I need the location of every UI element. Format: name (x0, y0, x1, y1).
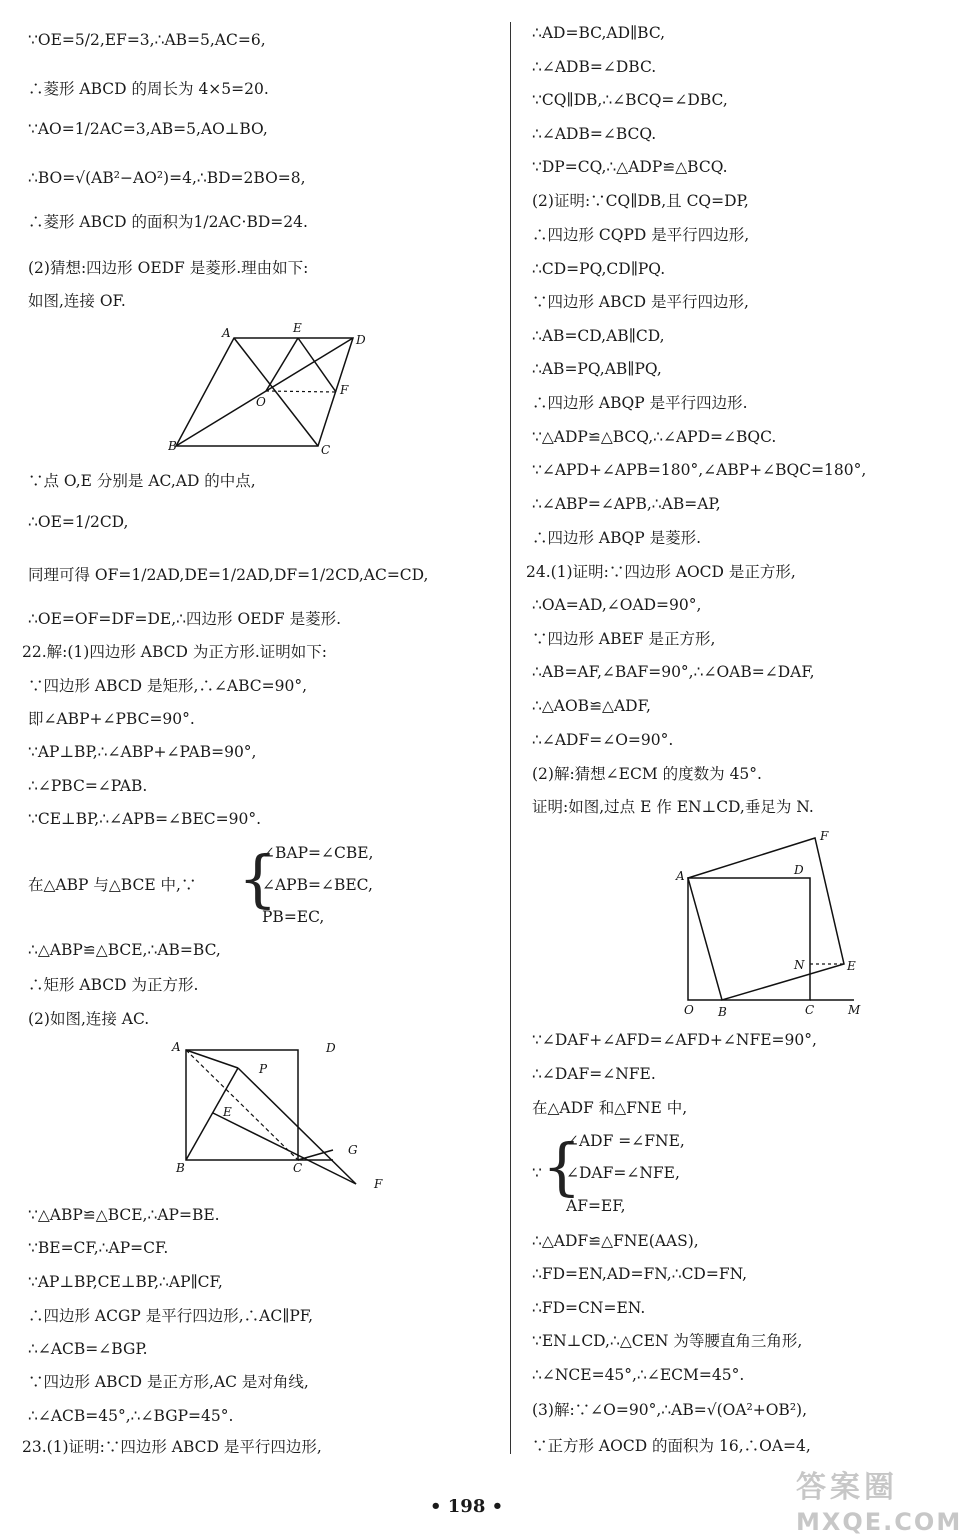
text-line: ∵DP=CQ,∴△ADP≌△BCQ. (532, 158, 728, 176)
text-line: ∴FD=EN,AD=FN,∴CD=FN, (532, 1265, 748, 1283)
text-line: ∴FD=CN=EN. (532, 1299, 646, 1317)
text-line: 24.(1)证明:∵四边形 AOCD 是正方形, (526, 563, 796, 581)
page-number: • 198 • (430, 1496, 504, 1517)
text-line: ∵∠DAF+∠AFD=∠AFD+∠NFE=90°, (532, 1031, 817, 1049)
text-line: (2)解:猜想∠ECM 的度数为 45°. (532, 765, 762, 783)
text-line: ∴BO=√(AB²−AO²)=4,∴BD=2BO=8, (28, 169, 306, 187)
fig1-label: C (321, 443, 331, 457)
text-line: PB=EC, (262, 908, 325, 926)
text-line: ∴CD=PQ,CD∥PQ. (532, 260, 666, 278)
text-line: ∠BAP=∠CBE, (262, 844, 374, 862)
figure-squares-aocd-abef (672, 824, 882, 1020)
brace-prefix: ∵ (532, 1164, 542, 1182)
text-line: 23.(1)证明:∵四边形 ABCD 是平行四边形, (22, 1438, 322, 1456)
text-line: ∵点 O,E 分别是 AC,AD 的中点, (28, 472, 256, 490)
text-line: ∴∠ADB=∠BCQ. (532, 125, 657, 143)
text-line: ∴OE=1/2CD, (28, 513, 129, 531)
text-line: ∴菱形 ABCD 的面积为1/2AC·BD=24. (28, 213, 308, 231)
text-line: ∵CE⊥BP,∴∠APB=∠BEC=90°. (28, 810, 262, 828)
text-line: ∵OE=5/2,EF=3,∴AB=5,AC=6, (28, 31, 266, 49)
text-line: (2)如图,连接 AC. (28, 1010, 150, 1028)
text-line: 如图,连接 OF. (28, 292, 126, 310)
fig3-label: A (676, 869, 685, 883)
text-line: ∴菱形 ABCD 的周长为 4×5=20. (28, 80, 269, 98)
text-line: ∴△ADF≌△FNE(AAS), (532, 1232, 699, 1250)
text-line: ∴AB=PQ,AB∥PQ, (532, 360, 662, 378)
fig2-label: A (172, 1040, 181, 1054)
text-line: ∴四边形 ABQP 是菱形. (532, 529, 702, 547)
text-line: 22.解:(1)四边形 ABCD 为正方形.证明如下: (22, 643, 327, 661)
text-line: ∠ADF =∠FNE, (566, 1132, 685, 1150)
text-line: ∴AD=BC,AD∥BC, (532, 24, 666, 42)
fig2-label: F (374, 1177, 383, 1191)
text-line: ∴△ABP≌△BCE,∴AB=BC, (28, 941, 221, 959)
text-line: ∵四边形 ABEF 是正方形, (532, 630, 716, 648)
text-line: ∵四边形 ABCD 是正方形,AC 是对角线, (28, 1373, 309, 1391)
text-line: ∴四边形 ACGP 是平行四边形,∴AC∥PF, (28, 1307, 314, 1325)
text-line: ∴∠ACB=45°,∴∠BGP=45°. (28, 1407, 234, 1425)
text-line: ∴AB=AF,∠BAF=90°,∴∠OAB=∠DAF, (532, 663, 815, 681)
text-line: ∴△AOB≌△ADF, (532, 697, 651, 715)
text-line: ∴四边形 CQPD 是平行四边形, (532, 226, 750, 244)
text-line: (2)证明:∵CQ∥DB,且 CQ=DP, (532, 192, 749, 210)
fig3-label: D (794, 863, 804, 877)
text-line: ∴AB=CD,AB∥CD, (532, 327, 665, 345)
fig1-label: B (168, 439, 177, 453)
text-line: ∵四边形 ABCD 是平行四边形, (532, 293, 749, 311)
text-line: ∵△ADP≌△BCQ,∴∠APD=∠BQC. (532, 428, 777, 446)
text-line: ∵BE=CF,∴AP=CF. (28, 1239, 169, 1257)
fig2-label: C (293, 1161, 303, 1175)
fig1-label: F (340, 383, 349, 397)
text-line: ∴∠ABP=∠APB,∴AB=AP, (532, 495, 721, 513)
text-line: 证明:如图,过点 E 作 EN⊥CD,垂足为 N. (532, 798, 814, 816)
text-line: ∵AO=1/2AC=3,AB=5,AO⊥BO, (28, 120, 268, 138)
fig3-label: C (805, 1003, 815, 1017)
text-line: ∴∠PBC=∠PAB. (28, 777, 148, 795)
text-line: ∴四边形 ABQP 是平行四边形. (532, 394, 748, 412)
text-line: (2)猜想:四边形 OEDF 是菱形.理由如下: (28, 259, 309, 277)
text-line: ∴∠ACB=∠BGP. (28, 1340, 148, 1358)
text-line: ∠DAF=∠NFE, (566, 1164, 680, 1182)
text-line: ∴∠NCE=45°,∴∠ECM=45°. (532, 1366, 745, 1384)
fig3-label: O (684, 1003, 694, 1017)
text-line: ∴OE=OF=DF=DE,∴四边形 OEDF 是菱形. (28, 610, 342, 628)
text-line: ∴∠ADB=∠DBC. (532, 58, 657, 76)
text-line: ∵∠APD+∠APB=180°,∠ABP+∠BQC=180°, (532, 461, 867, 479)
watermark (796, 1462, 962, 1536)
left-brace: { (238, 842, 278, 915)
text-line: 即∠ABP+∠PBC=90°. (28, 710, 195, 728)
text-line: ∴矩形 ABCD 为正方形. (28, 976, 199, 994)
fig2-label: D (326, 1041, 336, 1055)
fig2-label: B (176, 1161, 185, 1175)
fig2-label: G (348, 1143, 358, 1157)
text-line: (3)解:∵∠O=90°,∴AB=√(OA²+OB²), (532, 1401, 808, 1419)
figure-square-acgp (168, 1038, 398, 1196)
text-line: ∵EN⊥CD,∴△CEN 为等腰直角三角形, (532, 1332, 803, 1350)
figure-rhombus-oedf (168, 318, 398, 460)
text-line: ∵CQ∥DB,∴∠BCQ=∠DBC, (532, 91, 728, 109)
text-line: 在△ADF 和△FNE 中, (532, 1099, 688, 1117)
fig2-label: E (223, 1105, 232, 1119)
watermark-logo-text: 答案圈 (796, 1470, 898, 1505)
text-line: ∵△ABP≌△BCE,∴AP=BE. (28, 1206, 220, 1224)
text-line: ∠APB=∠BEC, (262, 876, 373, 894)
text-line: ∴∠ADF=∠O=90°. (532, 731, 674, 749)
text-line: 在△ABP 与△BCE 中,∵ (28, 876, 197, 894)
fig3-label: E (847, 959, 856, 973)
text-line: ∵正方形 AOCD 的面积为 16,∴OA=4, (532, 1437, 811, 1455)
fig2-label: P (259, 1062, 268, 1076)
text-line: ∴∠DAF=∠NFE. (532, 1065, 656, 1083)
left-brace: { (542, 1130, 582, 1203)
text-line: AF=EF, (566, 1197, 626, 1215)
fig3-label: F (820, 829, 829, 843)
fig1-label: E (293, 321, 302, 335)
fig1-label: A (222, 326, 231, 340)
text-line: ∵四边形 ABCD 是矩形,∴∠ABC=90°, (28, 677, 308, 695)
text-line: ∴OA=AD,∠OAD=90°, (532, 596, 702, 614)
fig3-label: M (848, 1003, 861, 1017)
text-line: ∵AP⊥BP,CE⊥BP,∴AP∥CF, (28, 1273, 223, 1291)
fig1-label: O (256, 395, 266, 409)
text-line: ∵AP⊥BP,∴∠ABP+∠PAB=90°, (28, 743, 257, 761)
fig1-label: D (356, 333, 366, 347)
column-divider (510, 22, 511, 1454)
fig3-label: B (718, 1005, 727, 1019)
fig3-label: N (794, 958, 805, 972)
watermark-url: MXQE.COM (796, 1508, 963, 1536)
text-line: 同理可得 OF=1/2AD,DE=1/2AD,DF=1/2CD,AC=CD, (28, 566, 429, 584)
